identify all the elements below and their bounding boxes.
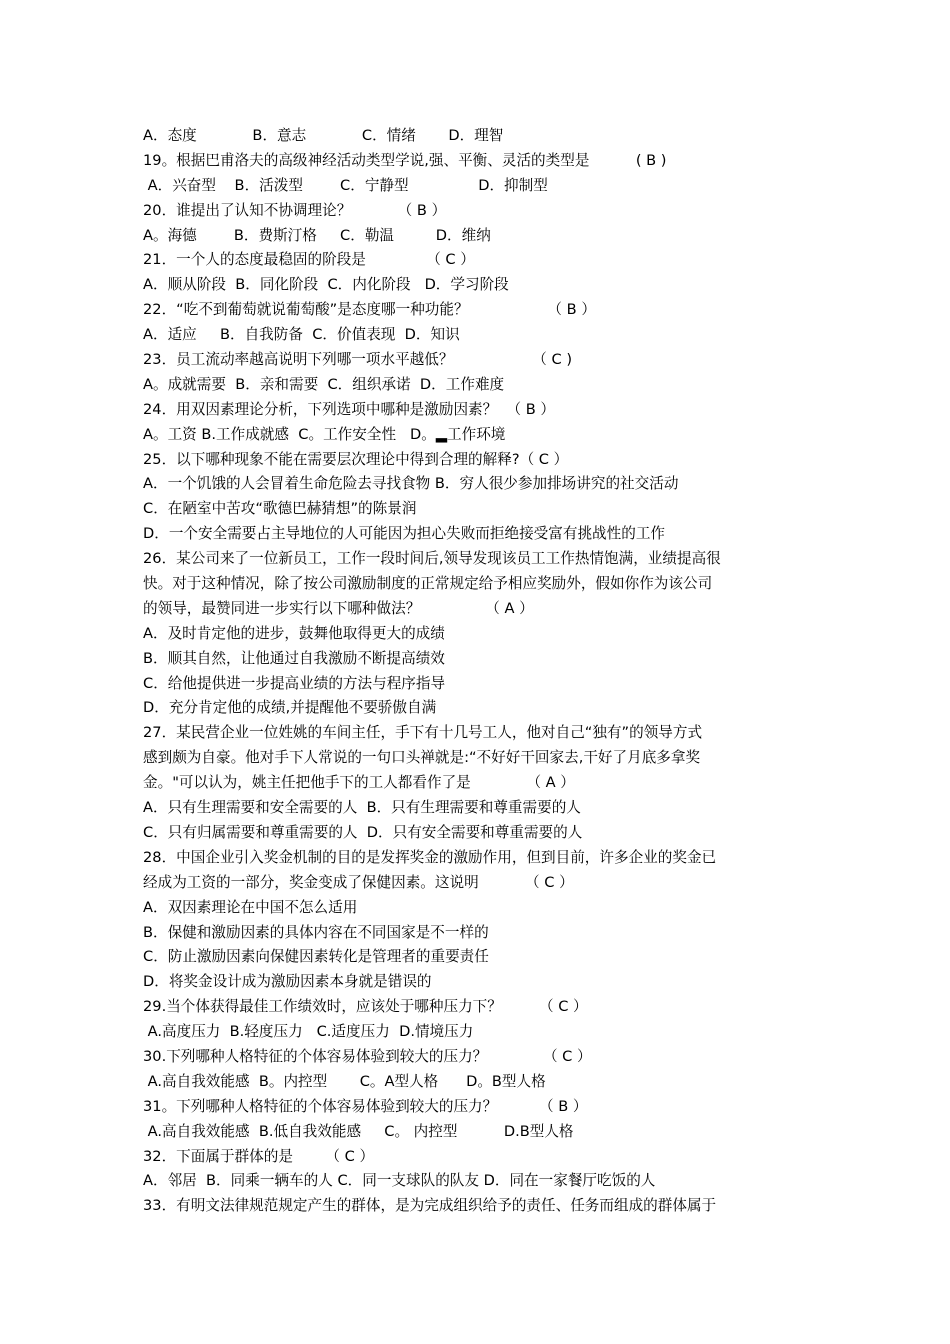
question-33: 33．有明文法律规范规定产生的群体，是为完成组织给予的责任、任务而组成的群体属于 <box>143 1197 717 1215</box>
text-line: A．及时肯定他的进步，鼓舞他取得更大的成绩 <box>143 624 445 642</box>
text-line: C．防止激励因素向保健因素转化是管理者的重要责任 <box>143 948 489 966</box>
text-line: C．在陋室中苦攻“歌德巴赫猜想”的陈景润 <box>143 500 417 518</box>
question-27: 27．某民营企业一位姓姚的车间主任，手下有十几号工人，他对自己“独有”的领导方式 <box>143 724 703 742</box>
text-line: 经成为工资的一部分，奖金变成了保健因素。这说明 （ C ） <box>143 873 574 891</box>
text-line: A.高自我效能感 B。内控型 C。A型人格 D。B型人格 <box>143 1072 546 1090</box>
question-21: 21．一个人的态度最稳固的阶段是 （ C ） <box>143 251 475 269</box>
question-19: 19。根据巴甫洛夫的高级神经活动类型学说,强、平衡、灵活的类型是 ( B ) <box>143 151 667 169</box>
text-line: A．双因素理论在中国不怎么适用 <box>143 898 358 916</box>
text-line: A。海德 B．费斯汀格 C．勒温 D．维纳 <box>143 226 491 244</box>
text-line: 感到颇为自豪。他对手下人常说的一句口头禅就是:“不好好干回家去,干好了月底多拿奖 <box>143 749 701 767</box>
question-29: 29.当个体获得最佳工作绩效时，应该处于哪种压力下？ （ C ） <box>143 998 588 1016</box>
text-line: B．顺其自然，让他通过自我激励不断提高绩效 <box>143 649 445 667</box>
question-31: 31。下列哪种人格特征的个体容易体验到较大的压力？ （ B ） <box>143 1097 588 1115</box>
text-line: C．给他提供进一步提高业绩的方法与程序指导 <box>143 674 446 692</box>
text-line: A。工资 B.工作成就感 C。工作安全性 D。▂工作环境 <box>143 425 506 443</box>
text-line: 金。"可以认为，姚主任把他手下的工人都看作了是 （ A ） <box>143 774 575 792</box>
question-24: 24．用双因素理论分析，下列选项中哪种是激励因素？ （ B ） <box>143 400 555 418</box>
text-line: C．只有归属需要和尊重需要的人 D．只有安全需要和尊重需要的人 <box>143 823 583 841</box>
document-body <box>143 124 823 1219</box>
text-line: 的领导，最赞同进一步实行以下哪种做法？ （ A ） <box>143 599 534 617</box>
text-line: A.高自我效能感 B.低自我效能感 C。 内控型 D.B型人格 <box>143 1122 574 1140</box>
text-line: A．态度 B．意志 C．情绪 D．理智 <box>143 127 504 144</box>
text-line: A。成就需要 B．亲和需要 C．组织承诺 D．工作难度 <box>143 375 505 393</box>
question-20: 20．谁提出了认知不协调理论？ （ B ） <box>143 201 447 219</box>
text-line: D．充分肯定他的成绩,并提醒他不要骄傲自满 <box>143 699 437 717</box>
text-line: 快。对于这种情况，除了按公司激励制度的正常规定给予相应奖励外，假如你作为该公司 <box>143 575 713 593</box>
text-line: D．一个安全需要占主导地位的人可能因为担心失败而拒绝接受富有挑战性的工作 <box>143 525 666 543</box>
text-line: A．只有生理需要和安全需要的人 B．只有生理需要和尊重需要的人 <box>143 799 581 817</box>
question-30: 30.下列哪种人格特征的个体容易体验到较大的压力？ （ C ） <box>143 1047 592 1065</box>
text-line: A．一个饥饿的人会冒着生命危险去寻找食物 B．穷人很少参加排场讲究的社交活动 <box>143 475 679 493</box>
text-line: A．兴奋型 B．活泼型 C．宁静型 D．抑制型 <box>143 176 548 194</box>
text-line: A.高度压力 B.轻度压力 C.适度压力 D.情境压力 <box>143 1023 474 1041</box>
question-32: 32．下面属于群体的是 （ C ） <box>143 1147 375 1165</box>
text-line: B．保健和激励因素的具体内容在不同国家是不一样的 <box>143 923 489 941</box>
text-line: A．适应 B．自我防备 C．价值表现 D．知识 <box>143 326 460 344</box>
question-25: 25．以下哪种现象不能在需要层次理论中得到合理的解释?（ C ） <box>143 450 569 468</box>
question-23: 23．员工流动率越高说明下列哪一项水平越低？ （ C ) <box>143 351 573 369</box>
question-26: 26．某公司来了一位新员工，工作一段时间后,领导发现该员工工作热情饱满，业绩提高很 <box>143 550 721 568</box>
text-line: A．顺从阶段 B．同化阶段 C．内化阶段 D．学习阶段 <box>143 276 509 294</box>
question-28: 28．中国企业引入奖金机制的目的是发挥奖金的激励作用，但到目前，许多企业的奖金已 <box>143 848 717 866</box>
text-line: A．邻居 B．同乘一辆车的人 C．同一支球队的队友 D．同在一家餐厅吃饭的人 <box>143 1172 656 1190</box>
question-22: 22．“吃不到葡萄就说葡萄酸”是态度哪一种功能？ （ B ） <box>143 301 596 319</box>
text-line: D．将奖金设计成为激励因素本身就是错误的 <box>143 973 432 991</box>
